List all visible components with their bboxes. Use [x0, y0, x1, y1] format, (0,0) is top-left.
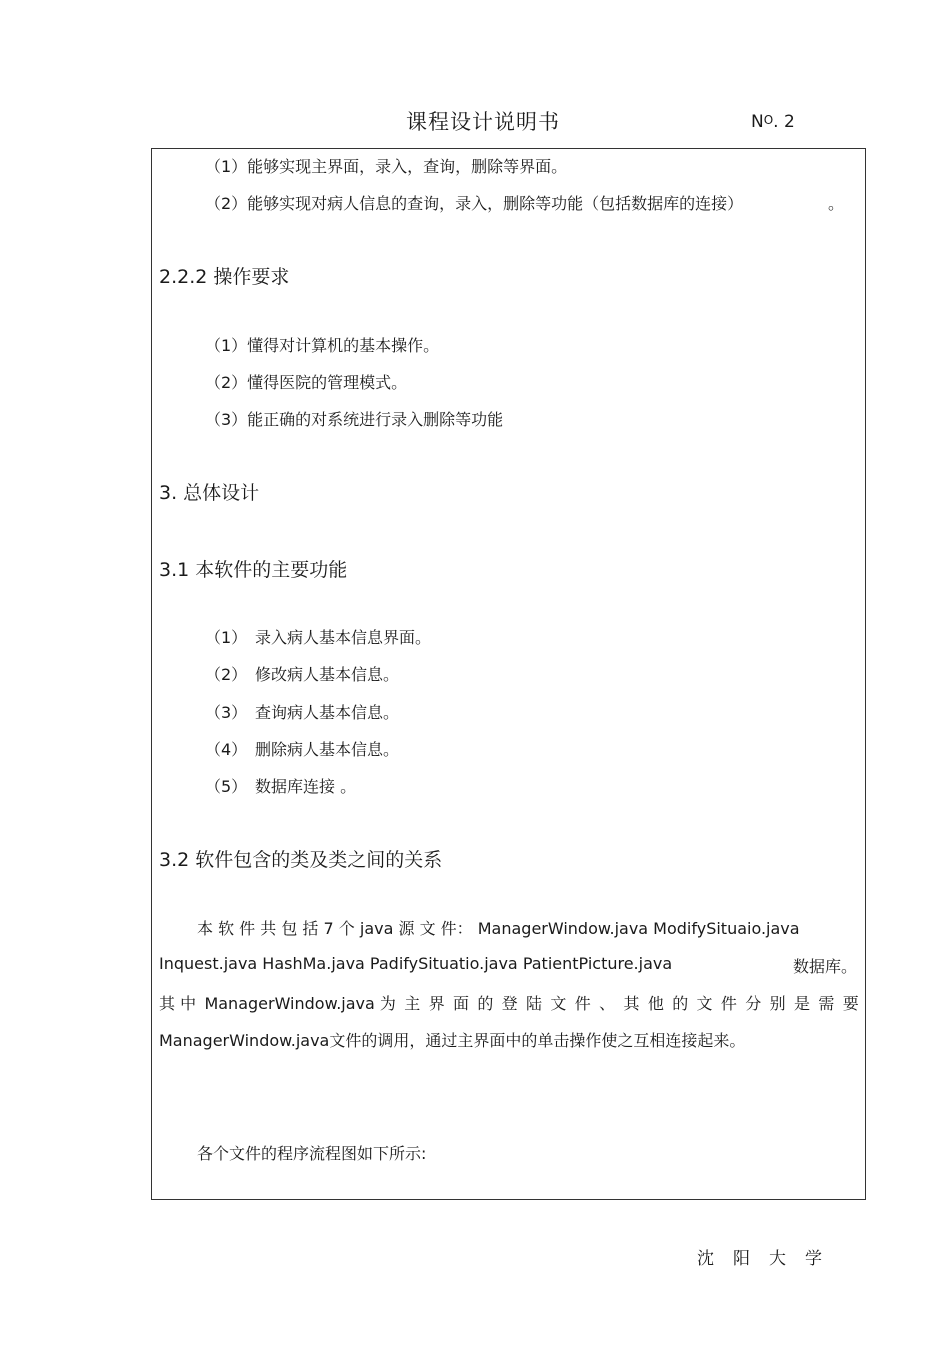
section-heading-3-2: 3.2 软件包含的类及类之间的关系 [159, 849, 443, 871]
paragraph-line-1: 本 软 件 共 包 括 7 个 java 源 文 件： ManagerWindow.java ModifySituaio.java [197, 919, 800, 938]
p3-w4: 面 [452, 994, 469, 1013]
p3-w0: 其 中 [159, 994, 197, 1013]
p3-w6: 登 [501, 994, 518, 1013]
function-item-1-num: （1） [205, 628, 248, 647]
p3-w13: 的 [672, 994, 689, 1013]
p3-w1: ManagerWindow.java 为 [204, 994, 396, 1013]
function-item-3-text: 查询病人基本信息。 [255, 703, 400, 722]
section-heading-2-2-2: 2.2.2 操作要求 [159, 266, 290, 288]
page-number-o: O [763, 113, 774, 127]
p3-w12: 他 [647, 994, 664, 1013]
p3-w15: 件 [720, 994, 737, 1013]
flowchart-note: 各个文件的程序流程图如下所示: [197, 1144, 427, 1163]
function-item-2-text: 修改病人基本信息。 [255, 665, 400, 684]
op-req-item-1: （1）懂得对计算机的基本操作。 [205, 336, 440, 355]
req-func-item-2: （2）能够实现对病人信息的查询，录入，删除等功能（包括数据库的连接） [205, 194, 744, 213]
section-heading-3: 3. 总体设计 [159, 482, 260, 504]
p3-w19: 需 [818, 994, 835, 1013]
op-req-item-3: （3）能正确的对系统进行录入删除等功能 [205, 410, 504, 429]
op-req-item-2: （2）懂得医院的管理模式。 [205, 373, 408, 392]
p3-w2: 主 [404, 994, 421, 1013]
p3-w7: 陆 [526, 994, 543, 1013]
function-item-4-num: （4） [205, 740, 248, 759]
function-item-5-text: 数据库连接 。 [255, 777, 357, 796]
document-title: 课程设计说明书 [406, 110, 560, 134]
paragraph-line-4: ManagerWindow.java文件的调用，通过主界面中的单击操作使之互相连接起来。 [159, 1031, 746, 1050]
page-number [751, 112, 795, 132]
p3-w5: 的 [477, 994, 494, 1013]
p3-w9: 件 [574, 994, 591, 1013]
function-item-5-num: （5） [205, 777, 248, 796]
p3-w8: 文 [550, 994, 567, 1013]
function-item-2-num: （2） [205, 665, 248, 684]
function-item-1-text: 录入病人基本信息界面。 [255, 628, 432, 647]
function-item-3-num: （3） [205, 703, 248, 722]
p3-w10: 、 [599, 994, 616, 1013]
req-func-item-2-period: 。 [828, 194, 845, 213]
section-heading-3-1: 3.1 本软件的主要功能 [159, 559, 348, 581]
p3-w17: 别 [769, 994, 786, 1013]
p3-w16: 分 [745, 994, 762, 1013]
function-item-4-text: 删除病人基本信息。 [255, 740, 400, 759]
p3-w14: 文 [696, 994, 713, 1013]
paragraph-line-2-left: Inquest.java HashMa.java PadifySituatio.java PatientPicture.java [159, 954, 673, 973]
paragraph-line-2-right: 数据库。 [793, 957, 858, 976]
page-number-prefix: N [751, 112, 764, 132]
page-number-value: . 2 [773, 112, 795, 132]
p3-w20: 要 [842, 994, 859, 1013]
footer-school-name: 沈阳大学 [697, 1249, 841, 1269]
req-func-item-1: （1）能够实现主界面，录入，查询，删除等界面。 [205, 157, 568, 176]
p3-w11: 其 [623, 994, 640, 1013]
p3-w3: 界 [428, 994, 445, 1013]
p3-w18: 是 [793, 994, 810, 1013]
paragraph-line-3 [159, 991, 859, 1014]
